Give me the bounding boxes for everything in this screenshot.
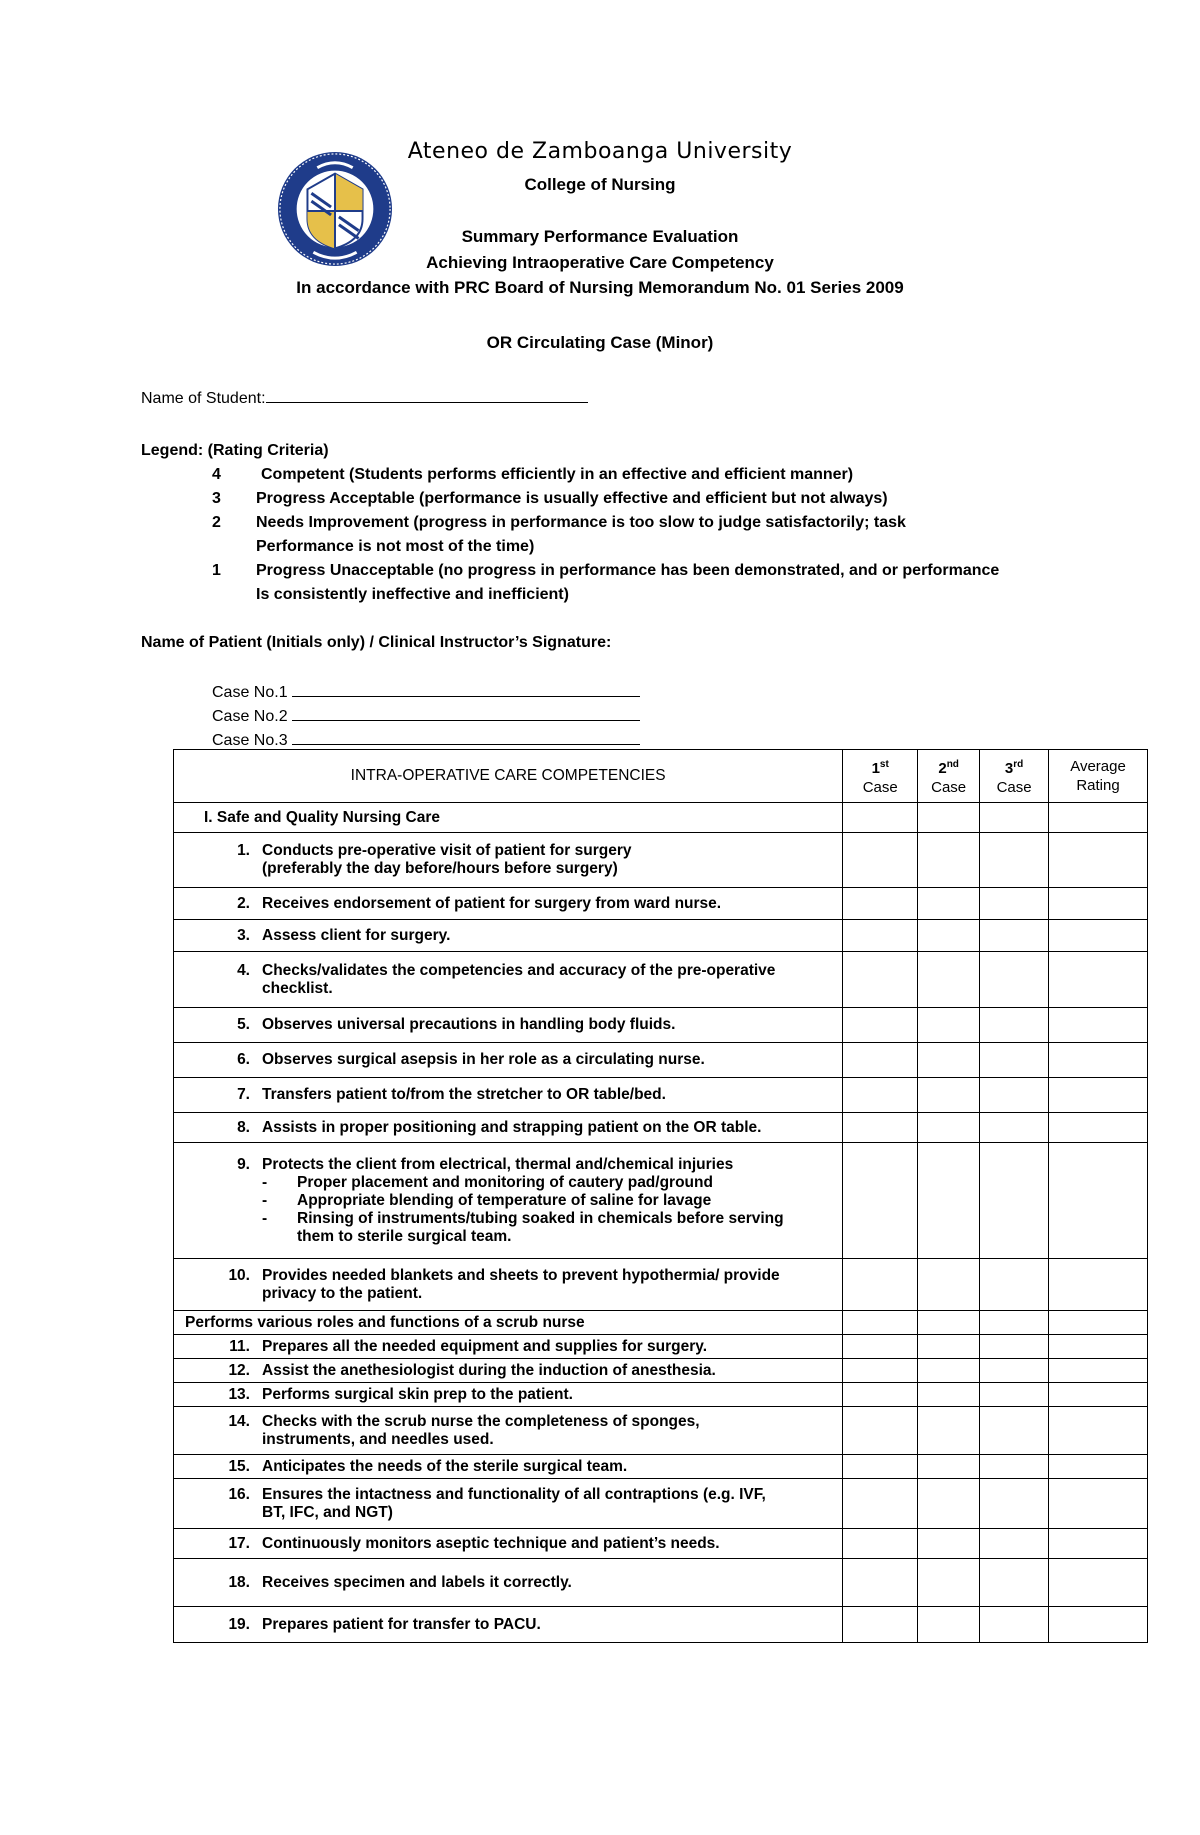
rating-cell[interactable] <box>843 1383 918 1407</box>
item-text: Observes universal precautions in handling body fluids. <box>262 1016 676 1033</box>
sub-item-text: Proper placement and monitoring of cautery pad/ground <box>297 1173 713 1191</box>
table-row <box>174 1143 1148 1259</box>
item-text: Observes surgical asepsis in her role as a circulating nurse. <box>262 1051 705 1068</box>
table-row <box>174 1259 1148 1311</box>
rating-cell[interactable] <box>843 1311 918 1335</box>
case-3-field[interactable] <box>292 730 640 745</box>
rating-cell[interactable] <box>843 1407 918 1455</box>
rating-cell[interactable] <box>1049 1311 1148 1335</box>
case-1-header <box>843 750 918 803</box>
rating-cell[interactable] <box>980 1479 1049 1529</box>
case-3-suffix: rd <box>1013 759 1024 770</box>
competency-cell <box>174 1259 843 1311</box>
item-number: 9. <box>237 1155 250 1173</box>
rating-cell[interactable] <box>918 1311 980 1335</box>
rating-cell[interactable] <box>1049 1008 1148 1043</box>
item-number: 13. <box>228 1385 250 1403</box>
table-row <box>174 833 1148 888</box>
rating-cell[interactable] <box>843 833 918 888</box>
competency-cell <box>174 1383 843 1407</box>
rating-cell[interactable] <box>980 1383 1049 1407</box>
rating-cell[interactable] <box>918 1455 980 1479</box>
legend-text: Progress Unacceptable (no progress in performance has been demonstrated, and or performance <box>256 562 1000 579</box>
rating-cell[interactable] <box>843 888 918 920</box>
rating-cell[interactable] <box>980 1455 1049 1479</box>
rating-cell[interactable] <box>918 1043 980 1078</box>
legend-text: Needs Improvement (progress in performance is too slow to judge satisfactorily; task <box>256 514 906 531</box>
item-text: Receives endorsement of patient for surgery from ward nurse. <box>262 894 722 912</box>
competency-cell <box>174 1113 843 1143</box>
rating-cell[interactable] <box>980 1311 1049 1335</box>
item-text <box>262 962 834 998</box>
item-number: 4. <box>237 961 250 979</box>
item-number: 11. <box>229 1337 250 1355</box>
table-row <box>174 1529 1148 1559</box>
competency-cell <box>174 1479 843 1529</box>
rating-cell[interactable] <box>918 920 980 952</box>
competency-cell <box>174 1455 843 1479</box>
rating-cell[interactable] <box>1049 1335 1148 1359</box>
table-row <box>174 952 1148 1008</box>
table-header-row <box>174 750 1148 803</box>
rating-cell[interactable] <box>1049 803 1148 833</box>
competency-cell <box>174 952 843 1008</box>
item-number: 12. <box>228 1361 250 1379</box>
rating-cell[interactable] <box>918 1529 980 1559</box>
section-row <box>174 803 1148 833</box>
table-row <box>174 1008 1148 1043</box>
competency-cell <box>174 1359 843 1383</box>
rating-cell[interactable] <box>980 833 1049 888</box>
rating-cell[interactable] <box>980 1259 1049 1311</box>
table-row <box>174 1455 1148 1479</box>
college-name: College of Nursing <box>524 175 676 194</box>
rating-cell[interactable] <box>980 1143 1049 1259</box>
item-number: 15. <box>228 1457 250 1475</box>
rating-cell[interactable] <box>843 1008 918 1043</box>
patient-signature-label: Name of Patient (Initials only) / Clinical Instructor’s Signature: <box>141 634 612 651</box>
case-2-field[interactable] <box>292 706 640 721</box>
item-text <box>262 1413 834 1449</box>
competency-cell <box>174 1078 843 1113</box>
rating-cell[interactable] <box>918 952 980 1008</box>
legend-num: 3 <box>212 490 221 507</box>
item-number: 8. <box>237 1118 250 1136</box>
case-3-word: Case <box>996 779 1032 796</box>
rating-cell[interactable] <box>843 1043 918 1078</box>
rating-cell[interactable] <box>918 833 980 888</box>
rating-cell[interactable] <box>918 1607 980 1643</box>
item-number: 14. <box>228 1412 250 1430</box>
form-title: Summary Performance Evaluation <box>461 227 739 246</box>
table-row <box>174 1043 1148 1078</box>
form-subtitle: Achieving Intraoperative Care Competency <box>426 253 774 272</box>
rating-cell[interactable] <box>1049 1607 1148 1643</box>
table-row <box>174 1078 1148 1113</box>
item-number: 10. <box>228 1266 250 1284</box>
rating-cell[interactable] <box>843 952 918 1008</box>
rating-cell[interactable] <box>918 803 980 833</box>
rating-cell[interactable] <box>1049 1359 1148 1383</box>
rating-cell[interactable] <box>980 1607 1049 1643</box>
rating-cell[interactable] <box>1049 920 1148 952</box>
item-number: 3. <box>237 926 250 944</box>
item-text <box>262 1156 834 1246</box>
item-line: Ensures the intactness and functionality of all contraptions (e.g. IVF, <box>262 1485 766 1503</box>
item-text: Receives specimen and labels it correctly. <box>262 1573 572 1591</box>
table-row <box>174 1559 1148 1607</box>
item-line: Checks with the scrub nurse the completeness of sponges, <box>262 1412 700 1430</box>
rating-cell[interactable] <box>980 920 1049 952</box>
rating-cell[interactable] <box>843 1479 918 1529</box>
item-number: 6. <box>237 1051 250 1068</box>
case-2-word: Case <box>931 779 967 796</box>
table-row <box>174 888 1148 920</box>
table-row <box>174 1407 1148 1455</box>
sub-item-text: Rinsing of instruments/tubing soaked in chemicals before serving <box>297 1209 784 1227</box>
rating-cell[interactable] <box>1049 1143 1148 1259</box>
item-text: Assess client for surgery. <box>262 926 451 944</box>
rating-cell[interactable] <box>843 1359 918 1383</box>
rating-cell[interactable] <box>1049 1407 1148 1455</box>
rating-cell[interactable] <box>980 803 1049 833</box>
rating-cell[interactable] <box>843 1455 918 1479</box>
average-word: Average <box>1070 758 1126 775</box>
rating-cell[interactable] <box>1049 1455 1148 1479</box>
table-row <box>174 1359 1148 1383</box>
rating-cell[interactable] <box>980 1529 1049 1559</box>
student-name-label: Name of Student: <box>141 390 266 407</box>
competency-cell <box>174 1143 843 1259</box>
item-line: Conducts pre-operative visit of patient for surgery <box>262 842 632 859</box>
rating-cell[interactable] <box>843 920 918 952</box>
case-1-suffix: st <box>879 759 889 770</box>
case-2-number: 2 <box>938 760 947 777</box>
case-label: Case No.1 <box>212 684 288 701</box>
item-text: Prepares all the needed equipment and supplies for surgery. <box>262 1337 708 1355</box>
case-line-1 <box>212 682 640 702</box>
legend-title: Legend: (Rating Criteria) <box>141 442 329 459</box>
rating-cell[interactable] <box>918 1335 980 1359</box>
case-2-header <box>918 750 980 803</box>
rating-cell[interactable] <box>843 1559 918 1607</box>
rating-cell[interactable] <box>980 1359 1049 1383</box>
item-number: 5. <box>237 1016 250 1033</box>
rating-cell[interactable] <box>980 888 1049 920</box>
item-line: Protects the client from electrical, thermal and/chemical injuries <box>262 1155 734 1173</box>
student-name-row <box>141 388 588 408</box>
rating-cell[interactable] <box>980 952 1049 1008</box>
rating-cell[interactable] <box>1049 1559 1148 1607</box>
rating-cell[interactable] <box>843 1529 918 1559</box>
legend-num: 4 <box>212 466 221 483</box>
rating-cell[interactable] <box>843 1113 918 1143</box>
rating-cell[interactable] <box>1049 888 1148 920</box>
sub-item: - Proper placement and monitoring of cautery pad/ground <box>262 1173 713 1191</box>
legend-text-continued: Is consistently ineffective and inefficient) <box>256 586 569 603</box>
case-1-field[interactable] <box>292 682 640 697</box>
rating-cell[interactable] <box>1049 1259 1148 1311</box>
rating-cell[interactable] <box>980 1407 1049 1455</box>
legend-text: Progress Acceptable (performance is usually effective and efficient but not always) <box>256 490 888 507</box>
table-row <box>174 1335 1148 1359</box>
item-text: Assists in proper positioning and strapping patient on the OR table. <box>262 1118 762 1136</box>
section-title: I. Safe and Quality Nursing Care <box>174 803 843 833</box>
case-line-3 <box>212 730 640 750</box>
section-row <box>174 1311 1148 1335</box>
table-row <box>174 1479 1148 1529</box>
rating-cell[interactable] <box>1049 1479 1148 1529</box>
rating-cell[interactable] <box>918 1259 980 1311</box>
rating-cell[interactable] <box>918 1359 980 1383</box>
sub-item-text: them to sterile surgical team. <box>297 1227 512 1245</box>
rating-cell[interactable] <box>1049 1383 1148 1407</box>
case-3-number: 3 <box>1004 760 1014 777</box>
legend-text-continued: Performance is not most of the time) <box>256 538 535 555</box>
rating-cell[interactable] <box>918 1383 980 1407</box>
competency-cell <box>174 920 843 952</box>
rating-cell[interactable] <box>918 888 980 920</box>
item-number: 18. <box>228 1573 250 1591</box>
table-row <box>174 1607 1148 1643</box>
rating-cell[interactable] <box>1049 833 1148 888</box>
item-number: 1. <box>237 842 250 859</box>
table-row <box>174 1383 1148 1407</box>
case-1-number: 1 <box>871 760 880 777</box>
rating-cell[interactable] <box>980 1008 1049 1043</box>
rating-cell[interactable] <box>980 1113 1049 1143</box>
rating-cell[interactable] <box>980 1078 1049 1113</box>
item-line: (preferably the day before/hours before surgery) <box>262 860 618 877</box>
competency-table <box>173 749 1148 1643</box>
competency-cell <box>174 833 843 888</box>
rating-cell[interactable] <box>918 1559 980 1607</box>
university-name: Ateneo de Zamboanga University <box>407 139 793 164</box>
item-line: Checks/validates the competencies and accuracy of the pre-operative <box>262 961 776 979</box>
competencies-header: INTRA-OPERATIVE CARE COMPETENCIES <box>174 750 843 803</box>
rating-cell[interactable] <box>1049 1113 1148 1143</box>
rating-cell[interactable] <box>918 1008 980 1043</box>
item-number: 19. <box>228 1615 250 1633</box>
university-seal-logo <box>276 150 394 268</box>
item-line: Provides needed blankets and sheets to prevent hypothermia/ provide <box>262 1266 780 1284</box>
rating-cell[interactable] <box>980 1559 1049 1607</box>
legend-text: Competent (Students performs efficiently in an effective and efficient manner) <box>261 466 854 483</box>
competency-cell <box>174 888 843 920</box>
item-number: 7. <box>237 1086 250 1103</box>
sub-item-text: Appropriate blending of temperature of saline for lavage <box>297 1191 712 1209</box>
rating-cell[interactable] <box>980 1335 1049 1359</box>
rating-cell[interactable] <box>1049 1529 1148 1559</box>
rating-cell[interactable] <box>1049 1043 1148 1078</box>
competency-cell <box>174 1559 843 1607</box>
competency-cell <box>174 1407 843 1455</box>
rating-cell[interactable] <box>843 1335 918 1359</box>
rating-cell[interactable] <box>918 1078 980 1113</box>
rating-cell[interactable] <box>843 1078 918 1113</box>
student-name-field[interactable] <box>266 388 588 403</box>
competency-cell <box>174 1529 843 1559</box>
competency-cell <box>174 1008 843 1043</box>
competency-cell <box>174 1607 843 1643</box>
item-number: 2. <box>237 894 250 912</box>
item-text <box>262 1486 834 1522</box>
competency-cell <box>174 1335 843 1359</box>
competency-cell <box>174 1043 843 1078</box>
case-type-heading: OR Circulating Case (Minor) <box>486 333 714 352</box>
legend-num: 1 <box>212 562 221 579</box>
rating-cell[interactable] <box>980 1043 1049 1078</box>
sub-item: - Appropriate blending of temperature of saline for lavage <box>262 1191 712 1209</box>
item-line: checklist. <box>262 979 333 997</box>
memorandum-reference: In accordance with PRC Board of Nursing Memorandum No. 01 Series 2009 <box>296 278 904 297</box>
item-text: Transfers patient to/from the stretcher to OR table/bed. <box>262 1086 666 1103</box>
item-text <box>262 1267 834 1303</box>
item-text: Assist the anethesiologist during the induction of anesthesia. <box>262 1361 716 1379</box>
rating-cell[interactable] <box>918 1113 980 1143</box>
item-number: 16. <box>228 1485 250 1503</box>
average-rating-header <box>1049 750 1148 803</box>
rating-word: Rating <box>1076 777 1120 794</box>
legend-num: 2 <box>212 514 221 531</box>
rating-cell[interactable] <box>918 1407 980 1455</box>
rating-cell[interactable] <box>1049 1078 1148 1113</box>
rating-cell[interactable] <box>918 1143 980 1259</box>
section-title: Performs various roles and functions of a scrub nurse <box>174 1311 843 1335</box>
item-text: Continuously monitors aseptic technique and patient’s needs. <box>262 1534 720 1552</box>
case-label: Case No.3 <box>212 732 288 749</box>
case-label: Case No.2 <box>212 708 288 725</box>
rating-cell[interactable] <box>843 1143 918 1259</box>
table-row <box>174 1113 1148 1143</box>
case-3-header <box>980 750 1049 803</box>
rating-cell[interactable] <box>843 1259 918 1311</box>
item-text: Anticipates the needs of the sterile surgical team. <box>262 1457 628 1475</box>
item-line: instruments, and needles used. <box>262 1430 494 1448</box>
rating-cell[interactable] <box>1049 952 1148 1008</box>
rating-cell[interactable] <box>918 1479 980 1529</box>
item-number: 17. <box>228 1534 250 1552</box>
rating-cell[interactable] <box>843 1607 918 1643</box>
item-text: Prepares patient for transfer to PACU. <box>262 1615 541 1633</box>
item-line: BT, IFC, and NGT) <box>262 1503 393 1521</box>
case-line-2 <box>212 706 640 726</box>
case-2-suffix: nd <box>946 759 959 770</box>
item-line: privacy to the patient. <box>262 1284 423 1302</box>
table-row <box>174 920 1148 952</box>
sub-item: - Rinsing of instruments/tubing soaked in chemicals before serving <box>262 1209 784 1227</box>
rating-cell[interactable] <box>843 803 918 833</box>
item-text: Performs surgical skin prep to the patient. <box>262 1385 573 1403</box>
case-1-word: Case <box>862 779 898 796</box>
item-text <box>262 842 834 878</box>
